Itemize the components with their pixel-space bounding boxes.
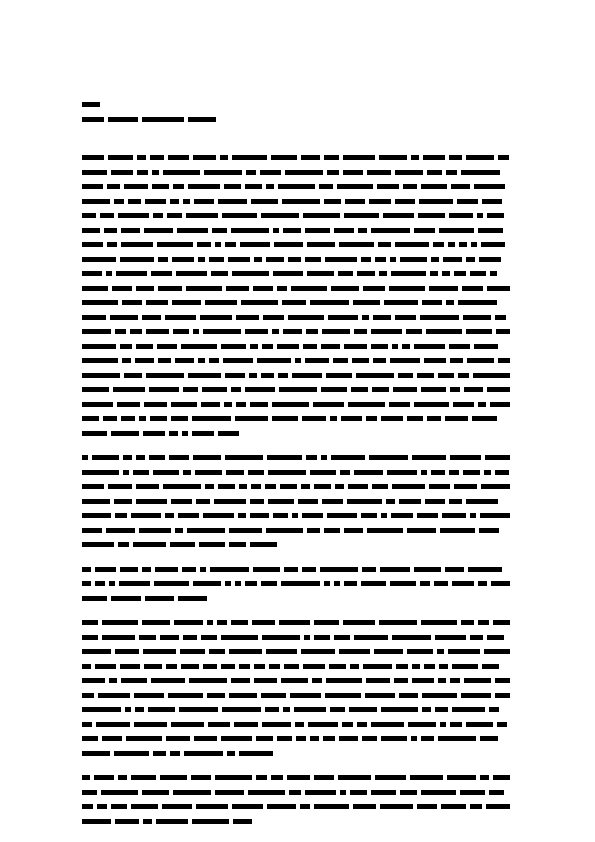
redacted-word (192, 431, 214, 436)
redacted-word (218, 431, 239, 436)
text-line (82, 285, 514, 300)
redacted-word (170, 751, 180, 756)
paragraph (82, 605, 514, 750)
redacted-word (143, 819, 152, 824)
redacted-word (156, 819, 188, 824)
text-line (82, 484, 514, 499)
text-line (82, 620, 514, 635)
text-line (82, 455, 514, 470)
text-line (82, 314, 514, 329)
redacted-word (118, 542, 129, 547)
paragraph (82, 440, 514, 542)
text-line (82, 140, 514, 155)
redacted-word (111, 431, 139, 436)
text-line (82, 169, 514, 184)
redacted-word (82, 431, 107, 436)
redacted-word (82, 542, 114, 547)
text-line (82, 300, 514, 315)
text-line (82, 736, 514, 751)
redacted-word (250, 542, 277, 547)
redacted-word (82, 751, 110, 756)
text-line (82, 663, 514, 678)
text-line (82, 372, 514, 387)
text-line (82, 721, 514, 736)
text-line (82, 184, 514, 199)
text-line (82, 605, 514, 620)
text-line (82, 775, 514, 790)
redacted-word (178, 596, 207, 601)
text-line (82, 513, 514, 528)
text-line (82, 256, 514, 271)
redacted-word (145, 596, 174, 601)
text-line (82, 527, 514, 542)
redacted-word (239, 751, 273, 756)
document-header (82, 98, 220, 128)
text-line (82, 692, 514, 707)
text-line (82, 552, 514, 567)
redacted-word (115, 819, 139, 824)
redacted-word (192, 819, 229, 824)
redacted-word (114, 751, 149, 756)
redacted-word (111, 596, 141, 601)
text-line (82, 227, 514, 242)
text-line (82, 401, 514, 416)
redacted-word (143, 431, 165, 436)
redacted-text (82, 102, 100, 107)
text-line (82, 358, 514, 373)
redacted-text (142, 117, 184, 122)
redacted-word (229, 542, 246, 547)
text-line (82, 440, 514, 455)
text-line (82, 343, 514, 358)
text-line (82, 707, 514, 722)
redacted-word (82, 596, 107, 601)
text-line (82, 469, 514, 484)
redacted-text (108, 117, 138, 122)
text-line (82, 155, 514, 170)
text-line (82, 581, 514, 596)
text-line (82, 198, 514, 213)
redacted-word (153, 751, 166, 756)
redacted-text (82, 117, 104, 122)
redacted-word (199, 542, 225, 547)
text-line (82, 566, 514, 581)
redacted-word (133, 542, 166, 547)
text-line (82, 387, 514, 402)
text-line (82, 804, 514, 819)
header-line-1 (82, 98, 220, 113)
document-body (82, 140, 514, 828)
redacted-word (82, 819, 111, 824)
redacted-word (184, 751, 223, 756)
redacted-word (227, 751, 235, 756)
text-line (82, 678, 514, 693)
header-line-2 (82, 113, 220, 128)
text-line (82, 271, 514, 286)
text-line (82, 634, 514, 649)
paragraph (82, 760, 514, 818)
text-line (82, 329, 514, 344)
text-line (82, 213, 514, 228)
redacted-word (170, 542, 195, 547)
paragraph (82, 140, 514, 430)
text-line (82, 242, 514, 257)
text-line (82, 760, 514, 775)
redacted-word (182, 431, 188, 436)
text-line (82, 416, 514, 431)
redacted-text (188, 117, 216, 122)
text-line (82, 498, 514, 513)
paragraph (82, 552, 514, 596)
redacted-word (169, 431, 178, 436)
text-line (82, 789, 514, 804)
redacted-word (233, 819, 252, 824)
text-line (82, 649, 514, 664)
